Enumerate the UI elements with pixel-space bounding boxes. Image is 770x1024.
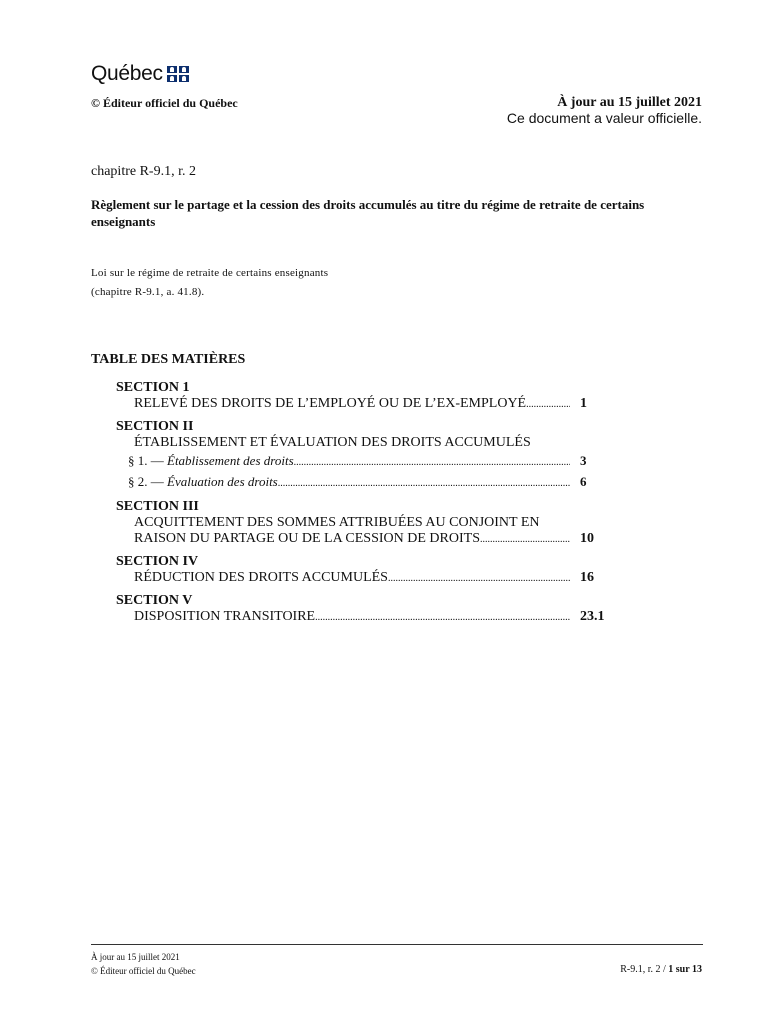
toc-section-2 (116, 419, 604, 493)
toc-subentry-title (128, 451, 294, 470)
logo-wordmark: Québec (91, 62, 163, 85)
toc-entry-link[interactable] (116, 472, 604, 493)
enabling-act-title: Loi sur le régime de retraite de certains enseignants (91, 267, 329, 279)
toc-section-5 (116, 593, 604, 626)
toc-entry-title: RELEVÉ DES DROITS DE L’EMPLOYÉ OU DE L’EX-EMPLOYÉ (134, 396, 527, 411)
footer-divider (91, 944, 703, 945)
official-value-notice: Ce document a valeur officielle. (506, 110, 702, 126)
subsection-number: § 2. — (128, 474, 167, 489)
toc-entry-page: 10 (580, 531, 594, 546)
toc-entry-page: 3 (580, 453, 587, 468)
leader-dots (388, 571, 570, 587)
table-of-contents (116, 380, 604, 632)
footer-update-date: À jour au 15 juillet 2021 (91, 952, 180, 962)
toc-entry-link[interactable] (116, 451, 604, 472)
toc-section-label: SECTION V (116, 593, 193, 608)
toc-section-1 (116, 380, 604, 413)
toc-entry-link[interactable] (116, 609, 604, 626)
toc-section-title-line: ACQUITTEMENT DES SOMMES ATTRIBUÉES AU CONJOINT EN (134, 515, 540, 530)
footer-page-info (620, 964, 702, 975)
toc-entry-title: RAISON DU PARTAGE OU DE LA CESSION DE DROITS (134, 531, 480, 546)
fleur-de-lis-flag-icon (167, 66, 189, 82)
toc-entry-link[interactable] (116, 396, 604, 413)
leader-dots (526, 397, 570, 413)
subsection-title: Évaluation des droits (167, 474, 278, 489)
toc-section-4 (116, 554, 604, 587)
enabling-act-reference: (chapitre R-9.1, a. 41.8). (91, 286, 205, 298)
footer-left (91, 950, 196, 978)
leader-dots (480, 532, 570, 548)
toc-section-label: SECTION II (116, 419, 194, 434)
toc-entry-page: 1 (580, 396, 587, 411)
toc-section-title: ÉTABLISSEMENT ET ÉVALUATION DES DROITS ACCUMULÉS (134, 435, 531, 450)
page-counter: 1 sur 13 (668, 964, 702, 975)
publisher-notice: © Éditeur officiel du Québec (91, 96, 238, 110)
toc-entry-page: 23.1 (580, 609, 605, 624)
toc-entry-page: 6 (580, 474, 587, 489)
quebec-logo (91, 62, 189, 86)
enabling-act (91, 264, 328, 302)
subsection-number: § 1. — (128, 453, 167, 468)
chapter-reference: chapitre R-9.1, r. 2 (91, 164, 196, 179)
leader-dots (294, 453, 570, 472)
toc-entry-title: RÉDUCTION DES DROITS ACCUMULÉS (134, 570, 388, 585)
leader-dots (315, 610, 570, 626)
leader-dots (278, 474, 570, 493)
footer-publisher: © Éditeur officiel du Québec (91, 966, 196, 976)
toc-section-3 (116, 499, 604, 548)
regulation-title: Règlement sur le partage et la cession des droits accumulés au titre du régime de retraite de certains enseignants (91, 197, 645, 229)
toc-section-label: SECTION IV (116, 554, 199, 569)
toc-entry-title: DISPOSITION TRANSITOIRE (134, 609, 316, 624)
toc-entry-link[interactable] (116, 531, 604, 548)
subsection-title: Établissement des droits (167, 453, 294, 468)
toc-entry-link[interactable] (116, 570, 604, 587)
update-date: À jour au 15 juillet 2021 (557, 95, 702, 110)
toc-subentry-title (128, 472, 278, 491)
toc-section-label: SECTION III (116, 499, 199, 514)
toc-entry-page: 16 (580, 570, 594, 585)
toc-heading: TABLE DES MATIÈRES (91, 352, 246, 367)
toc-section-label: SECTION 1 (116, 380, 190, 395)
footer-reference: R-9.1, r. 2 / (620, 964, 669, 975)
